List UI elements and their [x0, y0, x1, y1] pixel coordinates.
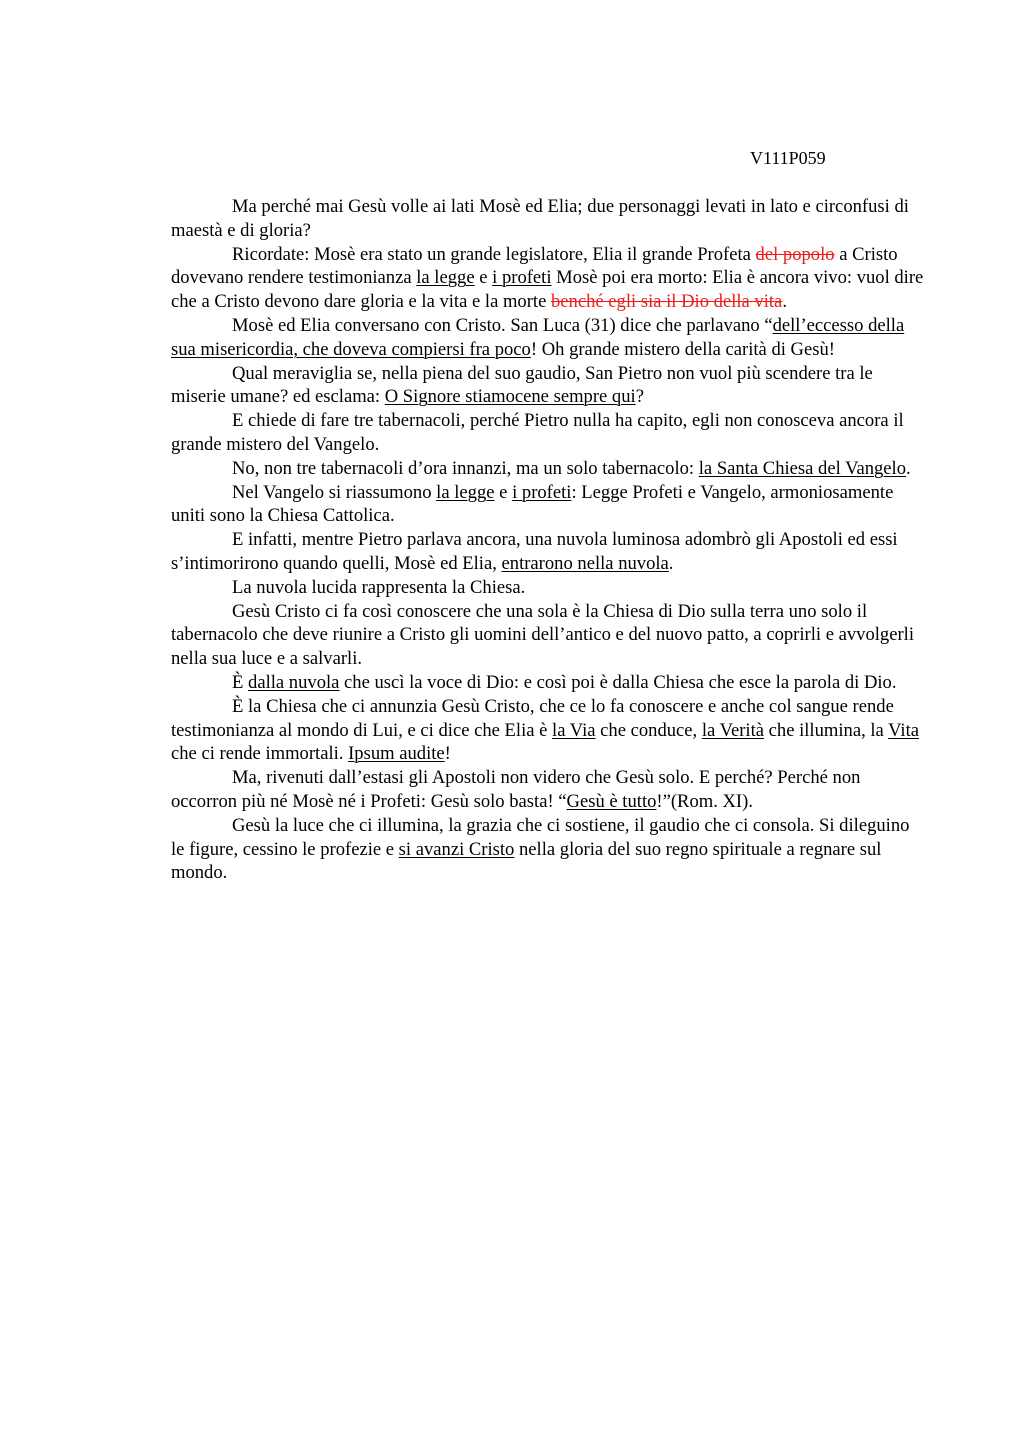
underlined-text: la legge	[436, 481, 495, 503]
paragraph	[171, 600, 927, 671]
paragraph-text: Ricordate: Mosè era stato un grande legislatore, Elia il grande Profeta	[232, 243, 756, 265]
paragraph	[171, 528, 927, 576]
paragraph-text: Mosè ed Elia conversano con Cristo. San Luca (31) dice che parlavano “	[232, 314, 773, 336]
underlined-text: Gesù è tutto	[566, 790, 657, 812]
underlined-text: la Verità	[701, 719, 764, 741]
paragraph-text: e	[474, 267, 493, 289]
paragraph-text: !	[444, 743, 451, 765]
underlined-text: la Via	[552, 719, 596, 741]
underlined-text: i profeti	[492, 267, 552, 289]
paragraph-text: Ma perché mai Gesù volle ai lati Mosè ed Elia; due personaggi levati in lato e circonfusi di maestà e di gloria?	[171, 196, 909, 241]
underlined-text: Ipsum audite	[348, 743, 445, 765]
underlined-text: la legge	[416, 267, 475, 289]
paragraph	[171, 457, 927, 481]
paragraph-text: Qual meraviglia se, nella piena del suo gaudio, San Pietro non vuol più scendere tra le miserie umane? ed esclama:	[171, 362, 873, 408]
paragraph-text: Mosè poi era morto: Elia è ancora vivo: vuol dire che a Cristo devono dare gloria e la vita e la morte	[171, 267, 924, 313]
paragraph-text: : Legge Profeti e Vangelo, armoniosamente uniti sono la Chiesa Cattolica.	[171, 481, 894, 527]
paragraph-text: .	[668, 552, 674, 574]
paragraph-text: che conduce,	[595, 719, 702, 741]
paragraph	[171, 695, 927, 766]
paragraph-text: E infatti, mentre Pietro parlava ancora, una nuvola luminosa adombrò gli Apostoli ed essi s’intimorirono quando quelli, Mosè ed Elia,	[171, 529, 898, 574]
paragraph	[171, 243, 927, 314]
paragraph-text: e	[494, 481, 513, 503]
paragraph-text: a Cristo dovevano rendere testimonianza	[171, 243, 898, 289]
deleted-text: benché egli sia il Dio della vita	[551, 291, 783, 313]
paragraph-text: .	[782, 291, 787, 313]
paragraph	[171, 481, 927, 529]
document-code: V111P059	[750, 148, 826, 168]
paragraph-text: È	[232, 671, 249, 693]
paragraph-text: La nuvola lucida rappresenta la Chiesa.	[232, 576, 526, 598]
deleted-text: del popolo	[755, 243, 835, 265]
underlined-text: entrarono nella nuvola	[501, 552, 669, 574]
underlined-text: i profeti	[512, 481, 572, 503]
paragraph	[171, 671, 927, 695]
paragraph-text: !”(Rom. XI).	[656, 790, 753, 812]
paragraph-text: .	[906, 457, 911, 479]
paragraph	[171, 814, 927, 885]
paragraph-text: Gesù Cristo ci fa così conoscere che una sola è la Chiesa di Dio sulla terra uno solo il tabernacolo che deve riunire a Cristo gli uomini dell’antico e del nuovo patto, a coprirli e avvolgerli nella sua luce e a salvarli.	[171, 600, 914, 670]
underlined-text: dalla nuvola	[248, 671, 340, 693]
paragraph-text: che illumina, la	[764, 719, 889, 741]
paragraph-text: È la Chiesa che ci annunzia Gesù Cristo, che ce lo fa conoscere e anche col sangue rende testimonianza al mondo di Lui, e ci dice che Elia è	[171, 695, 894, 741]
paragraph-text: Gesù la luce che ci illumina, la grazia che ci sostiene, il gaudio che ci consola. Si dileguino le figure, cessino le profezie e	[171, 814, 910, 860]
underlined-text: Vita	[888, 719, 920, 741]
paragraph-text: E chiede di fare tre tabernacoli, perché Pietro nulla ha capito, egli non conosceva ancora il grande mistero del Vangelo.	[171, 410, 904, 455]
paragraph-text: No, non tre tabernacoli d’ora innanzi, ma un solo tabernacolo:	[232, 457, 699, 479]
paragraph-text: nella gloria del suo regno spirituale a regnare sul mondo.	[171, 838, 882, 884]
paragraph	[171, 766, 927, 814]
paragraph	[171, 576, 927, 600]
paragraph	[171, 409, 927, 457]
paragraph	[171, 314, 927, 362]
underlined-text: dell’eccesso della sua misericordia, che doveva compiersi fra poco	[171, 314, 905, 360]
paragraph	[171, 195, 927, 243]
paragraph-text: ! Oh grande mistero della carità di Gesù!	[530, 338, 835, 360]
paragraph-text: che ci rende immortali.	[171, 743, 349, 765]
paragraph-text: ?	[635, 386, 644, 408]
underlined-text: O Signore stiamocene sempre qui	[384, 386, 636, 408]
underlined-text: la Santa Chiesa del Vangelo	[698, 457, 907, 479]
paragraph	[171, 362, 927, 410]
paragraph-text: Ma, rivenuti dall’estasi gli Apostoli non videro che Gesù solo. E perché? Perché non occorron più né Mosè né i Profeti: Gesù solo basta! “	[171, 767, 861, 812]
document-body	[171, 195, 927, 885]
paragraph-text: che uscì la voce di Dio: e così poi è dalla Chiesa che esce la parola di Dio.	[339, 671, 897, 693]
underlined-text: si avanzi Cristo	[398, 838, 515, 860]
paragraph-text: Nel Vangelo si riassumono	[232, 481, 437, 503]
